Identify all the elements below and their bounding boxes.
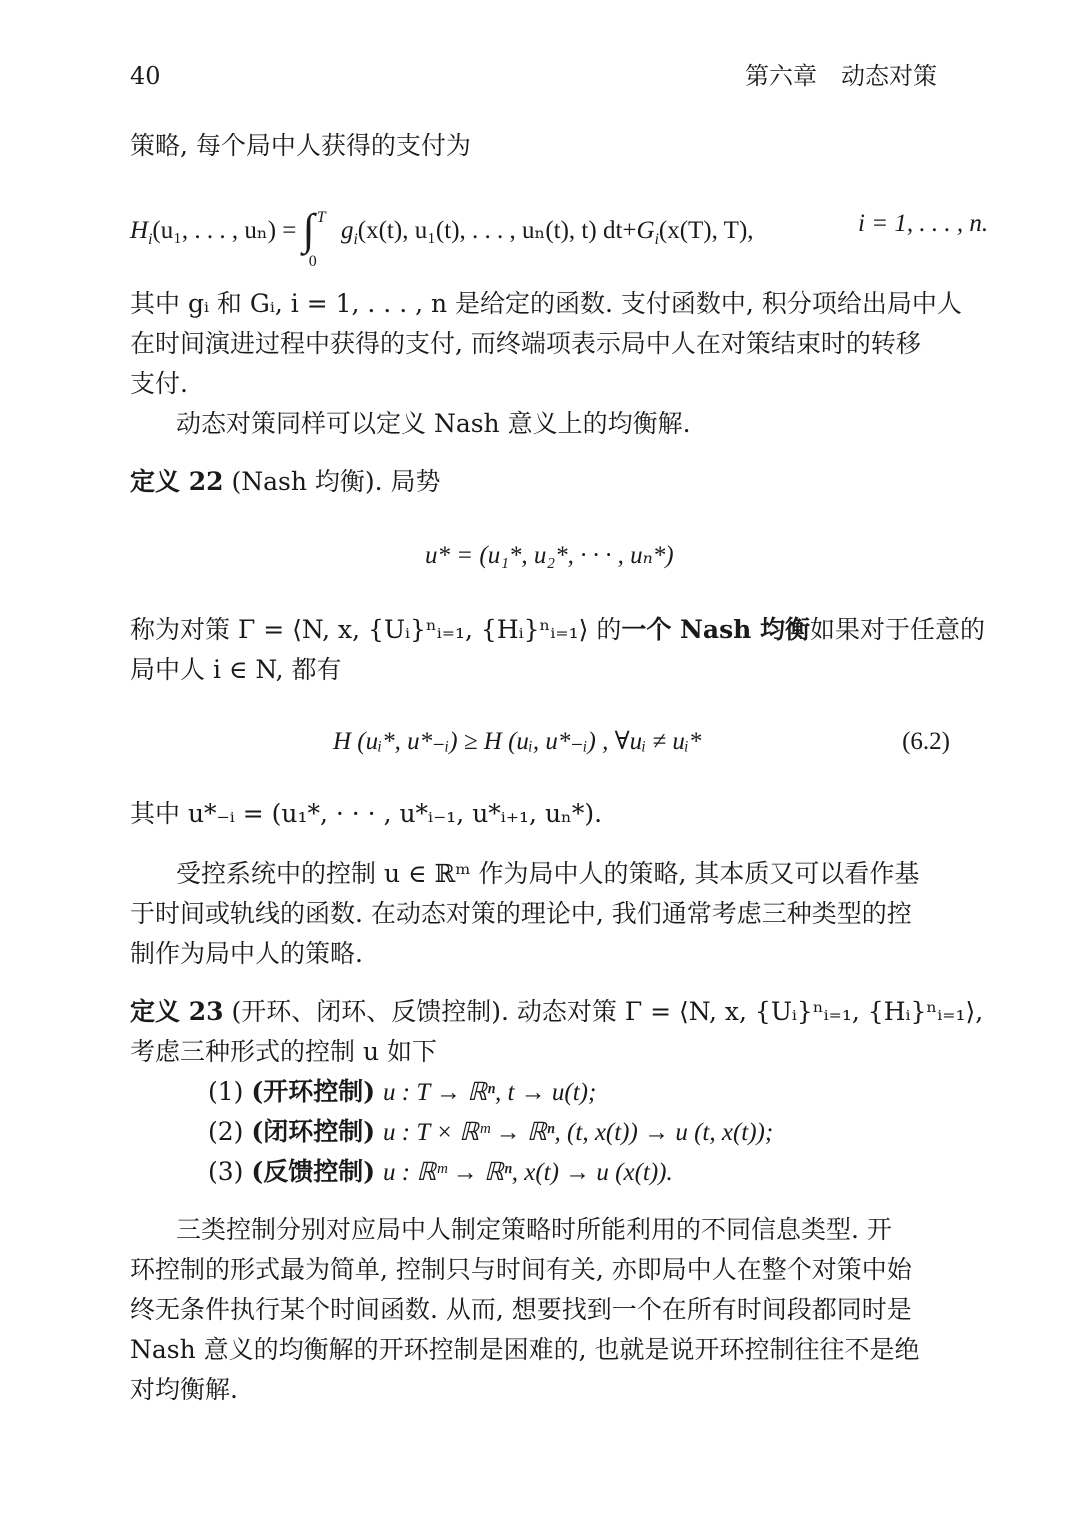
paragraph-summary-line4: Nash 意义的均衡解的开环控制是困难的, 也就是说开环控制往往不是绝	[130, 1335, 920, 1364]
paragraph-equilibrium: 动态对策同样可以定义 Nash 意义上的均衡解.	[176, 409, 691, 438]
paragraph-payoff-line3: 支付.	[130, 369, 188, 398]
payoff-equation: $H_i(u_1$, . . . , uₙ) = ∫ T 0 $g_i(x(t)$, u₁(t), . . . , uₙ(t), t) $dt+G_i(x(T)$, T),	[130, 205, 754, 270]
paragraph-summary-line3: 终无条件执行某个时间函数. 从而, 想要找到一个在所有时间段都同时是	[130, 1295, 912, 1324]
definition-22-line1: 称为对策 Γ = ⟨N, x, {Uᵢ}ⁿᵢ₌₁, {Hᵢ}ⁿᵢ₌₁⟩ 的一个 Nash 均衡如果对于任意的	[130, 615, 986, 644]
nash-inequality: H (uᵢ*, u*₋ᵢ) ≥ H (uᵢ, u*₋ᵢ) , ∀uᵢ ≠ uᵢ*	[333, 728, 702, 755]
definition-22-line2: 局中人 i ∈ N, 都有	[130, 655, 342, 684]
paragraph-summary-line5: 对均衡解.	[130, 1375, 238, 1404]
paragraph-summary-line2: 环控制的形式最为简单, 控制只与时间有关, 亦即局中人在整个对策中始	[130, 1255, 912, 1284]
paragraph-intro: 策略, 每个局中人获得的支付为	[130, 131, 471, 160]
paragraph-control-line2: 于时间或轨线的函数. 在动态对策的理论中, 我们通常考虑三种类型的控	[130, 899, 912, 928]
paragraph-control-line1: 受控系统中的控制 u ∈ ℝᵐ 作为局中人的策略, 其本质又可以看作基	[176, 859, 920, 888]
definition-23-heading: 定义 23 (开环、闭环、反馈控制). 动态对策 Γ = ⟨N, x, {Uᵢ}ⁿᵢ₌₁, {Hᵢ}ⁿᵢ₌₁⟩,	[130, 997, 984, 1026]
paragraph-control-line3: 制作为局中人的策略.	[130, 939, 363, 968]
paragraph-summary-line1: 三类控制分别对应局中人制定策略时所能利用的不同信息类型. 开	[176, 1215, 892, 1244]
chapter-title: 第六章 动态对策	[745, 62, 937, 90]
page-number: 40	[130, 62, 161, 90]
equation-number: (6.2)	[902, 728, 950, 755]
paragraph-payoff-line2: 在时间演进过程中获得的支付, 而终端项表示局中人在对策结束时的转移	[130, 329, 921, 358]
paragraph-payoff-line1: 其中 gᵢ 和 Gᵢ, i = 1, . . . , n 是给定的函数. 支付函数中, 积分项给出局中人	[130, 289, 962, 318]
definition-22-label: 定义 22	[130, 467, 224, 496]
definition-23-label: 定义 23	[130, 997, 224, 1026]
control-item-closed-loop: (2) (闭环控制) u : T × ℝᵐ → ℝⁿ, (t, x(t)) → u (t, x(t));	[208, 1117, 774, 1146]
definition-22-heading: 定义 22 (Nash 均衡). 局势	[130, 467, 441, 496]
payoff-index-range: i = 1, . . . , n.	[858, 210, 989, 237]
control-item-open-loop: (1) (开环控制) u : T → ℝⁿ, t → u(t);	[208, 1077, 597, 1106]
definition-23-line2: 考虑三种形式的控制 u 如下	[130, 1037, 437, 1066]
nash-equilibrium-term: 一个 Nash 均衡	[621, 615, 811, 644]
control-item-feedback: (3) (反馈控制) u : ℝᵐ → ℝⁿ, x(t) → u (x(t)).	[208, 1157, 673, 1186]
definition-22-where: 其中 u*₋ᵢ = (u₁*, · · · , u*ᵢ₋₁, u*ᵢ₊₁, uₙ*).	[130, 799, 603, 828]
integral-sign: ∫	[302, 205, 315, 254]
strategy-profile-equation: u* = (u₁*, u₂*, · · · , uₙ*)	[425, 542, 674, 569]
